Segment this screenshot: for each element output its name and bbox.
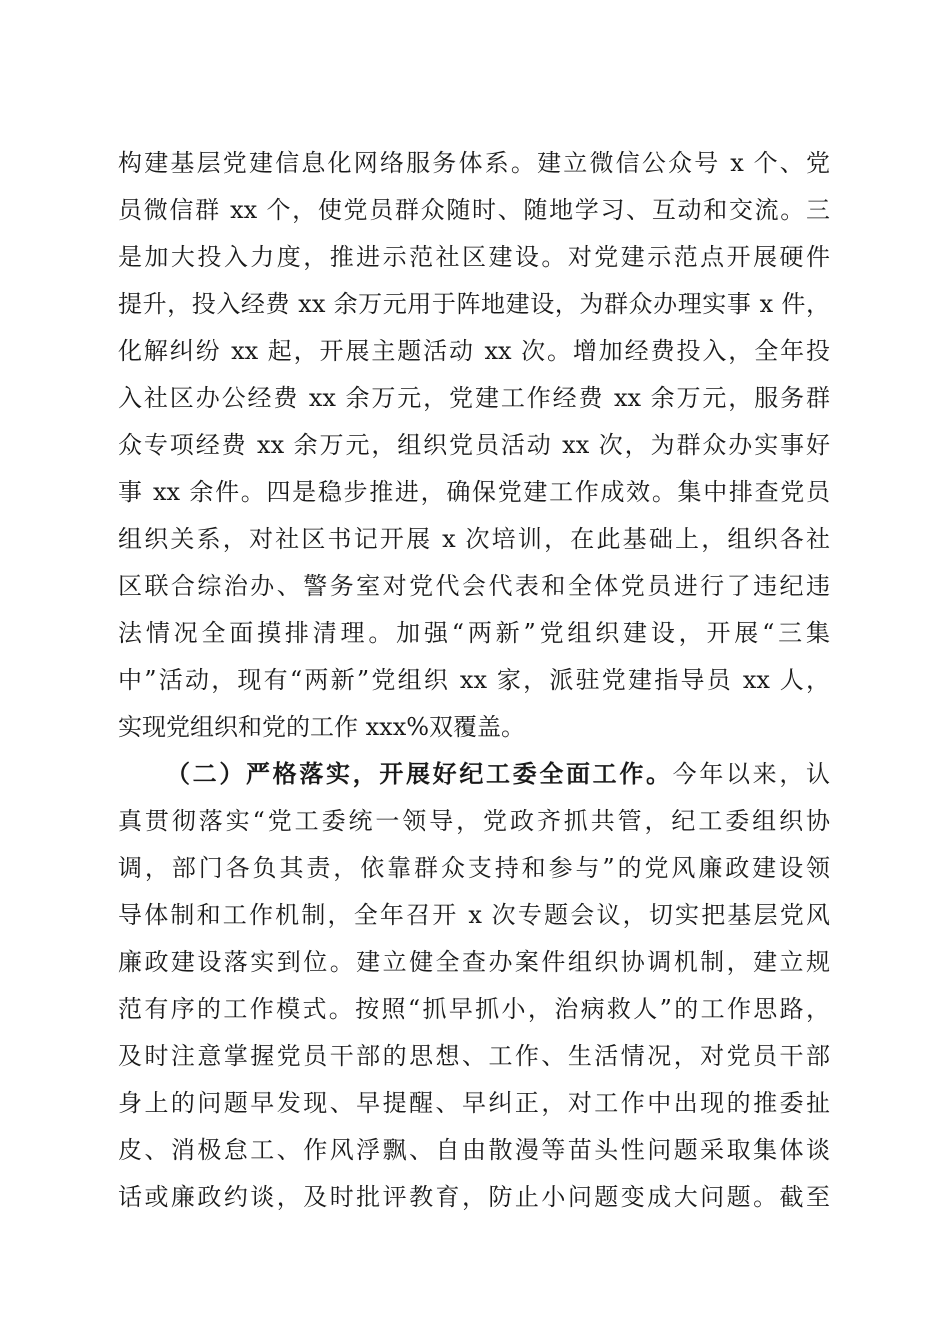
paragraph-1-line-13: 实现党组织和党的工作 xxx%双覆盖。 [118, 713, 526, 741]
paragraph-2-line-8: 身上的问题早发现、早提醒、早纠正，对工作中出现的推委扯 [118, 1089, 830, 1117]
paragraph-1-line-6: 入社区办公经费 xx 余万元，党建工作经费 xx 余万元，服务群 [118, 384, 830, 412]
paragraph-2-line-1 [166, 754, 830, 794]
paragraph-2-line-10: 话或廉政约谈，及时批评教育，防止小问题变成大问题。截至 [118, 1183, 830, 1211]
paragraph-1-line-5: 化解纠纷 xx 起，开展主题活动 xx 次。增加经费投入，全年投 [118, 337, 830, 365]
section-heading: （二）严格落实，开展好纪工委全面工作。 [166, 759, 673, 788]
paragraph-1-line-12: 中”活动，现有“两新”党组织 xx 家，派驻党建指导员 xx 人， [118, 666, 830, 694]
paragraph-1-line-2: 员微信群 xx 个，使党员群众随时、随地学习、互动和交流。三 [118, 196, 830, 224]
paragraph-2-line-4: 导体制和工作机制，全年召开 x 次专题会议，切实把基层党风 [118, 901, 830, 929]
paragraph-1-line-10: 区联合综治办、警务室对党代会代表和全体党员进行了违纪违 [118, 572, 830, 600]
paragraph-2-line-3: 调，部门各负其责，依靠群众支持和参与”的党风廉政建设领 [118, 854, 830, 882]
section-heading-continuation: 今年以来，认 [672, 760, 831, 788]
paragraph-1-line-4: 提升，投入经费 xx 余万元用于阵地建设，为群众办理实事 x 件， [118, 290, 830, 318]
paragraph-2-line-5: 廉政建设落实到位。建立健全查办案件组织协调机制，建立规 [118, 948, 830, 976]
paragraph-1-line-8: 事 xx 余件。四是稳步推进，确保党建工作成效。集中排查党员 [118, 478, 830, 506]
paragraph-2-line-9: 皮、消极怠工、作风浮飘、自由散漫等苗头性问题采取集体谈 [118, 1136, 830, 1164]
paragraph-1-line-7: 众专项经费 xx 余万元，组织党员活动 xx 次，为群众办实事好 [118, 431, 830, 459]
paragraph-1-line-9: 组织关系，对社区书记开展 x 次培训，在此基础上，组织各社 [118, 525, 830, 553]
paragraph-2-line-7: 及时注意掌握党员干部的思想、工作、生活情况，对党员干部 [118, 1042, 830, 1070]
paragraph-2-line-2: 真贯彻落实“党工委统一领导，党政齐抓共管，纪工委组织协 [118, 807, 830, 835]
paragraph-1-line-3: 是加大投入力度，推进示范社区建设。对党建示范点开展硬件 [118, 243, 830, 271]
paragraph-1-line-11: 法情况全面摸排清理。加强“两新”党组织建设，开展“三集 [118, 619, 830, 647]
paragraph-2-line-6: 范有序的工作模式。按照“抓早抓小，治病救人”的工作思路， [118, 995, 830, 1023]
paragraph-1-line-1: 构建基层党建信息化网络服务体系。建立微信公众号 x 个、党 [118, 149, 830, 177]
